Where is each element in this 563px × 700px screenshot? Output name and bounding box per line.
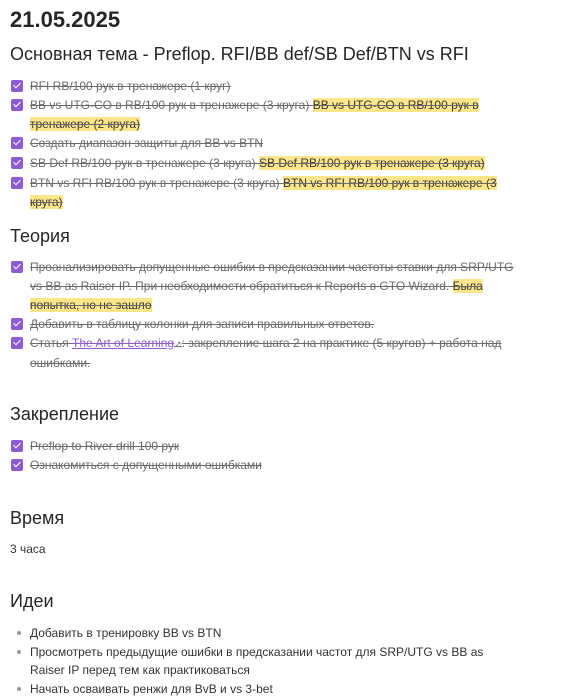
time-value: 3 часа xyxy=(10,542,46,556)
highlighted-note: BTN vs RFI RB/100 рук в тренажере (3 круга) xyxy=(30,176,497,209)
task-text: Добавить в таблицу колонки для записи правильных ответов. xyxy=(30,317,375,331)
task-item[interactable] xyxy=(10,315,530,334)
task-text: BTN vs RFI RB/100 рук в тренажере (3 круга) xyxy=(30,176,280,190)
section-title-theory: Теория xyxy=(10,226,70,246)
highlighted-note: Была попытка, но не зашло xyxy=(30,279,483,312)
task-item[interactable] xyxy=(10,77,530,96)
checked-checkbox-icon[interactable] xyxy=(11,261,23,273)
bullet-dot-icon xyxy=(17,631,21,635)
external-link-icon[interactable]: ↗ xyxy=(174,339,182,349)
task-item[interactable] xyxy=(10,134,530,153)
task-item[interactable] xyxy=(10,96,530,134)
highlighted-note: SB Def RB/100 рук в тренажере (3 круга) xyxy=(259,156,485,170)
checked-checkbox-icon[interactable] xyxy=(11,440,23,452)
list-item xyxy=(10,643,520,679)
task-text: Ознакомиться с допущенными ошибками xyxy=(30,458,262,472)
task-text-prefix: Статья xyxy=(30,336,69,350)
task-text: Preflop to River drill 100 рук xyxy=(30,439,180,453)
checked-checkbox-icon[interactable] xyxy=(11,137,23,149)
checked-checkbox-icon[interactable] xyxy=(11,459,23,471)
task-text: SB Def RB/100 рук в тренажере (3 круга) xyxy=(30,156,256,170)
task-item[interactable] xyxy=(10,154,530,173)
list-item xyxy=(10,680,530,698)
checked-checkbox-icon[interactable] xyxy=(11,318,23,330)
list-item xyxy=(10,624,530,642)
task-text-suffix: : закрепление шага 2 на практике (5 кругов) + работа над ошибками. xyxy=(30,336,502,370)
highlighted-note: BB vs UTG-CO в RB/100 рук в тренажере (2 круга) xyxy=(30,98,479,131)
list-item-text: Начать осваивать ренжи для BvB и vs 3-bet xyxy=(30,682,273,696)
task-item[interactable] xyxy=(10,258,522,315)
checked-checkbox-icon[interactable] xyxy=(11,80,23,92)
section-title-time: Время xyxy=(10,508,65,528)
checked-checkbox-icon[interactable] xyxy=(11,177,23,189)
list-item-text: Добавить в тренировку BB vs BTN xyxy=(30,626,222,640)
page-title: 21.05.2025 xyxy=(10,7,121,32)
task-text: Создать диапазон защиты для BB vs BTN xyxy=(30,136,264,150)
task-text: Проанализировать допущенные ошибки в предсказании частоты ставки для SRP/UTG vs BB as Raiser IP. При необходимости обратиться к Reports в GTO Wizard. xyxy=(30,260,514,293)
task-item[interactable] xyxy=(10,437,530,456)
task-text: BB vs UTG-CO в RB/100 рук в тренажере (3 круга) xyxy=(30,98,310,112)
task-item[interactable] xyxy=(10,174,530,212)
task-item[interactable] xyxy=(10,334,510,373)
section-title-reinforce: Закрепление xyxy=(10,404,120,424)
checked-checkbox-icon[interactable] xyxy=(11,157,23,169)
bullet-dot-icon xyxy=(17,687,21,691)
checked-checkbox-icon[interactable] xyxy=(11,337,23,349)
section-title-main: Основная тема - Preflop. RFI/BB def/SB Def/BTN vs RFI xyxy=(10,44,469,64)
task-item[interactable] xyxy=(10,456,530,475)
section-title-ideas: Идеи xyxy=(10,591,54,611)
checked-checkbox-icon[interactable] xyxy=(11,99,23,111)
task-text: RFI RB/100 рук в тренажере (1 круг) xyxy=(30,79,231,93)
bullet-dot-icon xyxy=(17,650,21,654)
article-link[interactable]: The Art of Learning xyxy=(72,336,175,350)
list-item-text: Просмотреть предыдущие ошибки в предсказании частот для SRP/UTG vs BB as Raiser IP перед тем как практиковаться xyxy=(30,645,484,677)
